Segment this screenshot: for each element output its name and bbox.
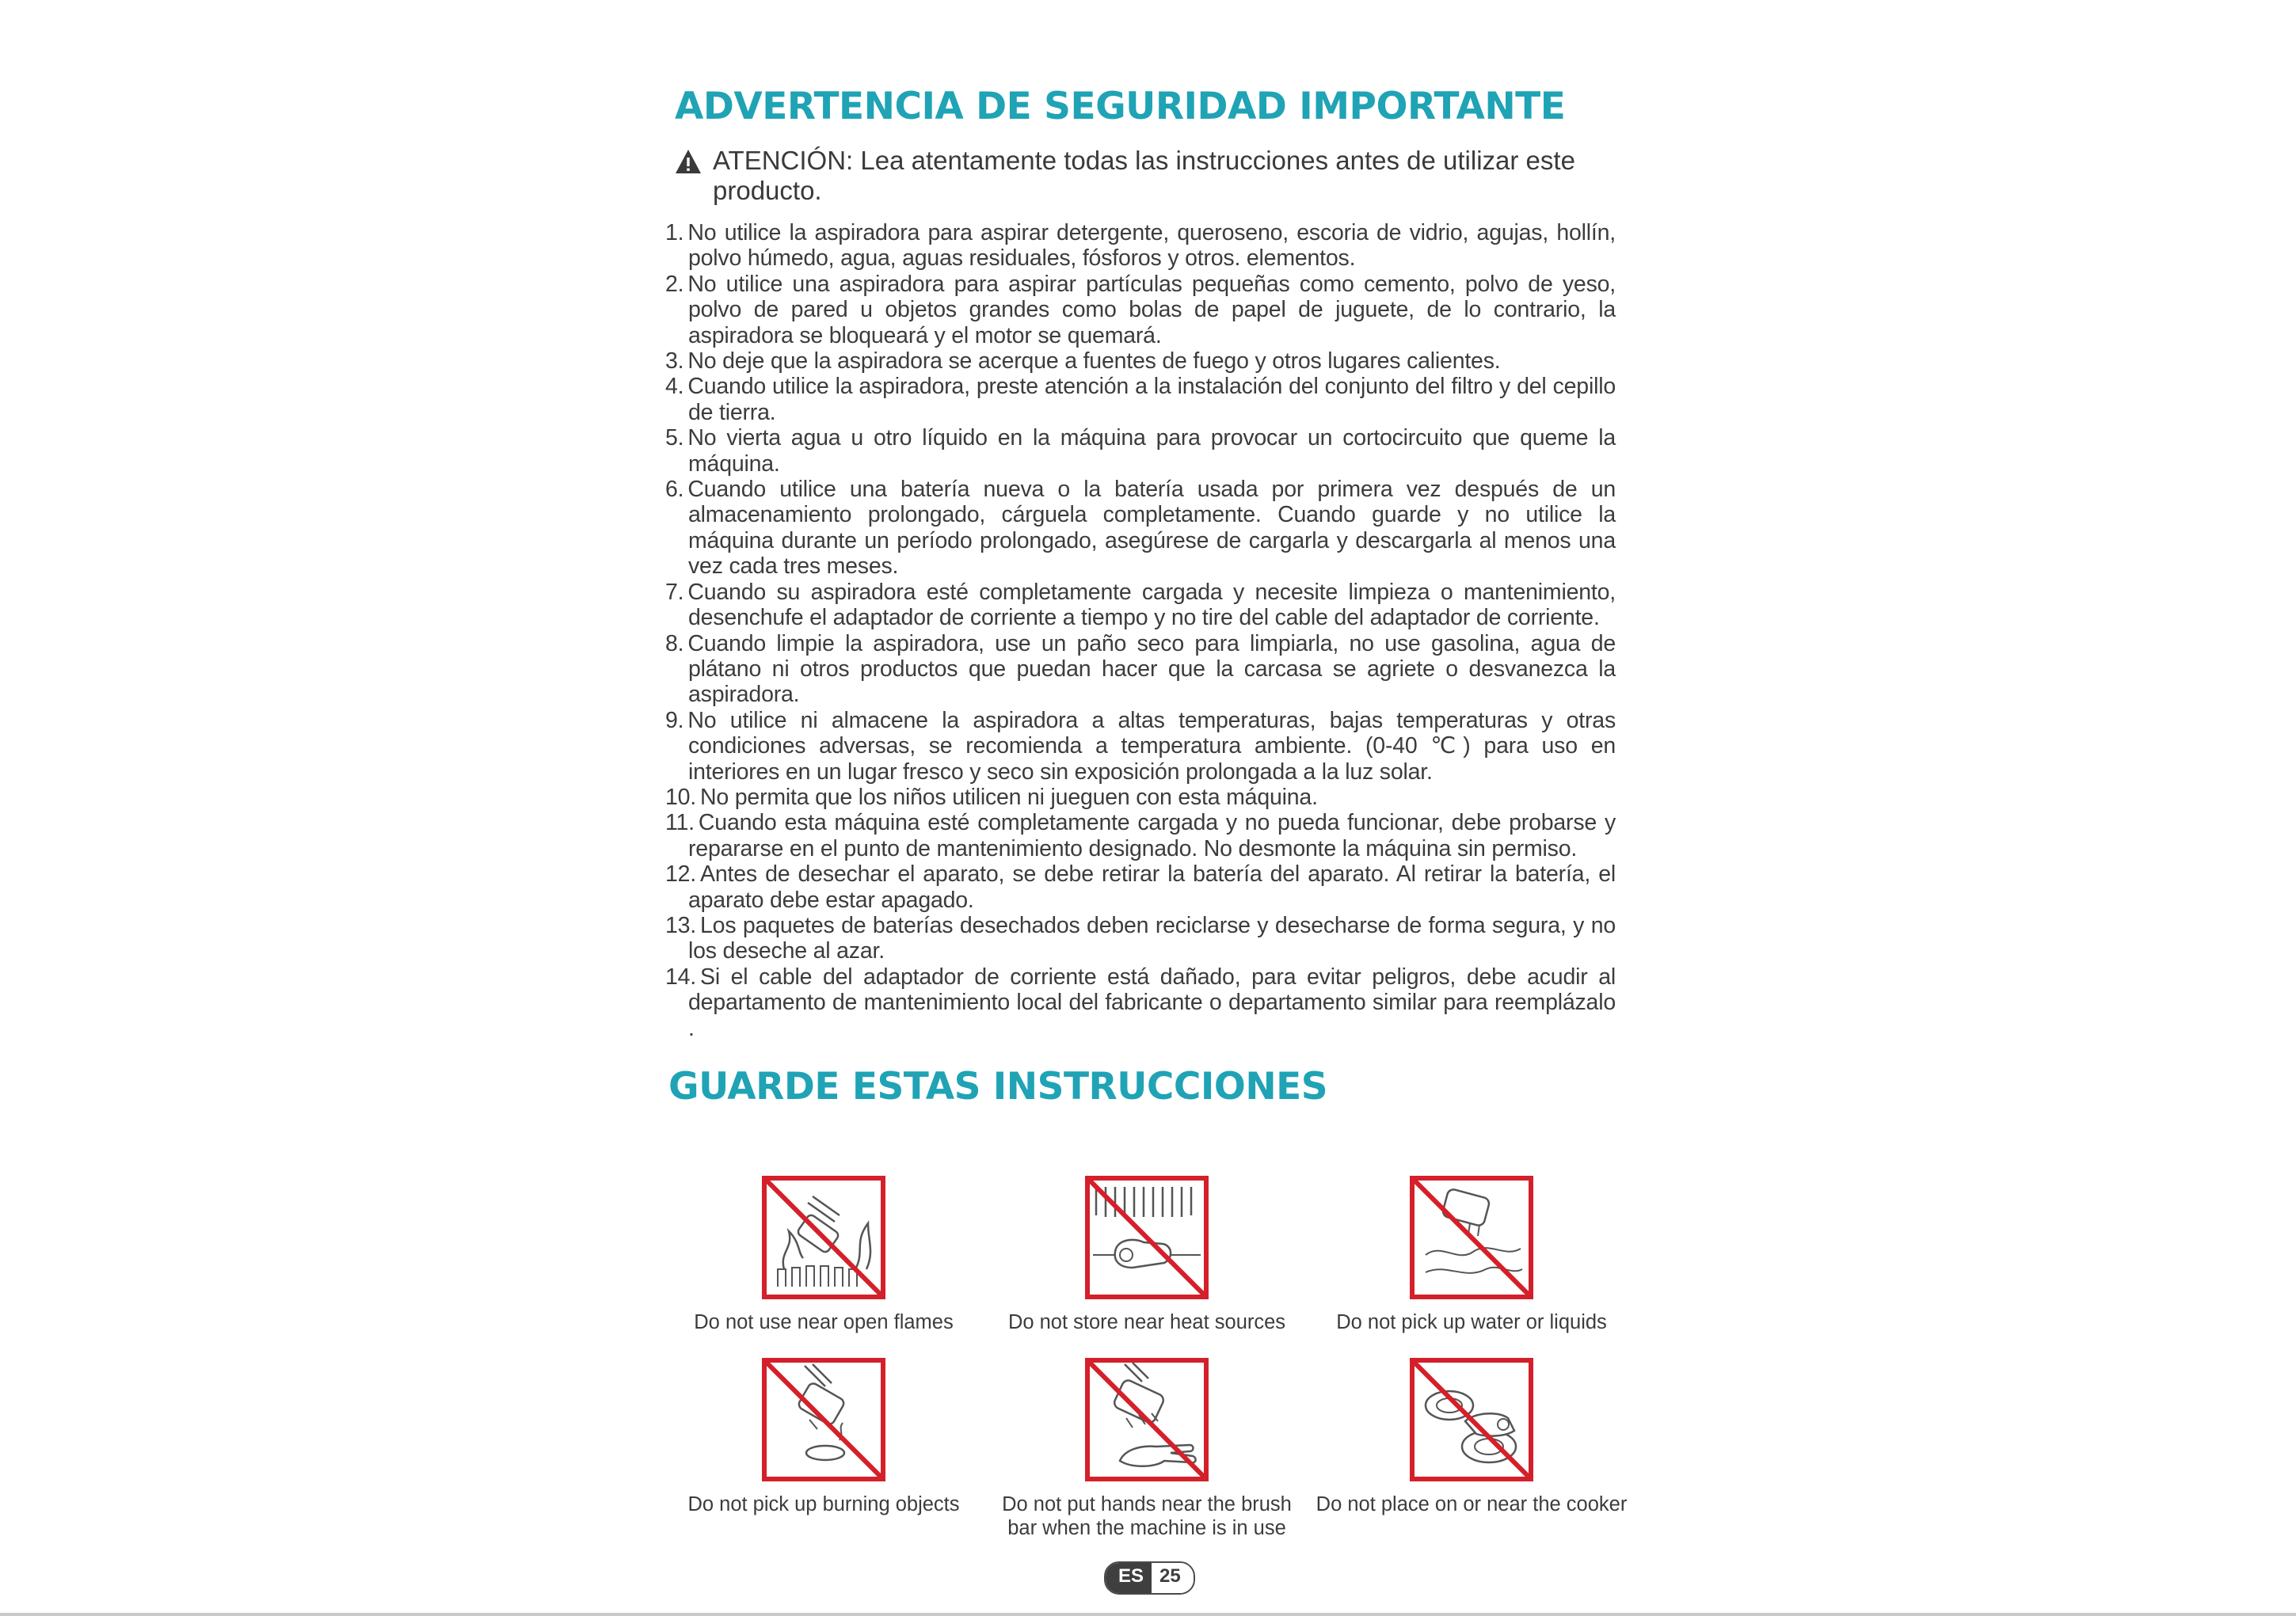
list-item: [665, 580, 1616, 631]
pictogram-caption: Do not use near open flames: [694, 1311, 954, 1333]
warning-triangle-icon: [675, 149, 702, 174]
rule-number: 10.: [665, 784, 697, 810]
save-instructions-heading: GUARDE ESTAS INSTRUCCIONES: [668, 1065, 1328, 1108]
page-edge-divider: [0, 1613, 2296, 1616]
pictogram-no-cooker: [1313, 1358, 1630, 1516]
rule-text: No utilice ni almacene la aspiradora a altas temperaturas, bajas temperaturas y otras condiciones adversas, se recomienda a temperatura ambiente. (0-40 ℃) para uso en interiores en un lugar fresco y seco sin exposición prolongada a la luz solar.: [687, 707, 1616, 785]
pictogram-no-water-liquids: [1313, 1176, 1630, 1334]
rule-text: Cuando su aspiradora esté completamente cargada y necesite limpieza o mantenimiento, desenchufe el adaptador de corriente a tiempo y no tire del cable del adaptador de corriente.: [687, 579, 1616, 631]
rule-number: 5.: [665, 425, 684, 451]
prohibition-pictograms: [665, 1176, 1632, 1556]
language-code: ES: [1106, 1563, 1152, 1593]
rule-number: 9.: [665, 707, 684, 733]
list-item: [665, 348, 1616, 374]
list-item: [665, 631, 1616, 708]
rule-text: No permita que los niños utilicen ni jueguen con esta máquina.: [700, 784, 1318, 810]
pictogram-no-open-flames: [665, 1176, 982, 1334]
rule-number: 8.: [665, 630, 684, 656]
pictogram-caption: Do not pick up water or liquids: [1336, 1311, 1607, 1333]
pictogram-no-burning-objects: [665, 1358, 982, 1516]
rule-text: Si el cable del adaptador de corriente está dañado, para evitar peligros, debe acudir al departamento de mantenimiento local del fabricante o departamento similar para reemplázalo .: [688, 964, 1616, 1041]
rule-number: 3.: [665, 348, 684, 375]
rule-text: No utilice la aspiradora para aspirar detergente, queroseno, escoria de vidrio, agujas, hollín, polvo húmedo, agua, aguas residuales, fósforos y otros. elementos.: [687, 220, 1616, 272]
rule-number: 7.: [665, 579, 684, 605]
rule-text: No vierta agua u otro líquido en la máquina para provocar un cortocircuito que queme la máquina.: [687, 425, 1616, 477]
list-item: [665, 425, 1616, 477]
no-open-flames-icon: [762, 1176, 885, 1299]
no-hands-brush-bar-icon: [1085, 1358, 1209, 1481]
pictogram-caption: Do not place on or near the cooker: [1316, 1493, 1628, 1515]
pictogram-no-heat-sources: [988, 1176, 1305, 1334]
pictogram-caption: Do not store near heat sources: [1007, 1311, 1286, 1333]
attention-notice: [675, 146, 1616, 206]
rule-number: 6.: [665, 477, 684, 503]
pictogram-no-hands-brush-bar: [988, 1358, 1305, 1540]
rule-number: 1.: [665, 220, 684, 245]
list-item: [665, 861, 1616, 913]
list-item: [665, 810, 1616, 861]
list-item: [665, 913, 1616, 964]
no-cooker-icon: [1410, 1358, 1533, 1481]
rule-number: 2.: [665, 271, 684, 297]
no-heat-sources-icon: [1085, 1176, 1209, 1299]
page-number-badge: [1104, 1561, 1195, 1595]
rule-text: Antes de desechar el aparato, se debe retirar la batería del aparato. Al retirar la batería, el aparato debe estar apagado.: [688, 861, 1616, 913]
rule-number: 4.: [665, 374, 684, 400]
rule-text: Cuando utilice la aspiradora, preste atención a la instalación del conjunto del filtro y del cepillo de tierra.: [687, 374, 1616, 425]
no-water-liquids-icon: [1410, 1176, 1533, 1299]
rule-text: Cuando utilice una batería nueva o la batería usada por primera vez después de un almacenamiento prolongado, cárguela completamente. Cuando guarde y no utilice la máquina durante un período prolongado, asegúrese de cargarla y descargarla al menos una vez cada tres meses.: [687, 477, 1616, 580]
list-item: [665, 708, 1616, 785]
rule-number: 11.: [665, 810, 695, 836]
rule-number: 12.: [665, 861, 697, 888]
list-item: [665, 964, 1616, 1041]
rule-number: 13.: [665, 912, 697, 938]
rule-text: Los paquetes de baterías desechados deben reciclarse y desecharse de forma segura, y no los deseche al azar.: [688, 912, 1616, 964]
rule-text: Cuando esta máquina esté completamente cargada y no pueda funcionar, debe probarse y repararse en el punto de mantenimiento designado. No desmonte la máquina sin permiso.: [688, 810, 1616, 861]
rule-text: No utilice una aspiradora para aspirar partículas pequeñas como cemento, polvo de yeso, polvo de pared u objetos grandes como bolas de papel de juguete, de lo contrario, la aspiradora se bloqueará y el motor se quemará.: [687, 271, 1616, 348]
list-item: [665, 477, 1616, 580]
list-item: [665, 785, 1616, 810]
list-item: [665, 272, 1616, 348]
rule-text: Cuando limpie la aspiradora, use un paño seco para limpiarla, no use gasolina, agua de plátano ni otros productos que puedan hacer que la carcasa se agriete o desvanezca la aspiradora.: [687, 630, 1616, 708]
attention-text: ATENCIÓN: Lea atentamente todas las instrucciones antes de utilizar este producto.: [713, 146, 1575, 205]
page-number: 25: [1152, 1563, 1194, 1593]
list-item: [665, 374, 1616, 425]
manual-page-content: [665, 79, 1616, 1116]
list-item: [665, 220, 1616, 272]
safety-rules-list: [665, 220, 1616, 1041]
no-burning-objects-icon: [762, 1358, 885, 1481]
rule-number: 14.: [665, 964, 697, 990]
pictogram-caption: Do not put hands near the brush bar when the machine is in use: [1002, 1493, 1292, 1539]
page-title: ADVERTENCIA DE SEGURIDAD IMPORTANTE: [675, 85, 1566, 128]
rule-text: No deje que la aspiradora se acerque a fuentes de fuego y otros lugares calientes.: [687, 348, 1501, 375]
pictogram-caption: Do not pick up burning objects: [687, 1493, 960, 1515]
